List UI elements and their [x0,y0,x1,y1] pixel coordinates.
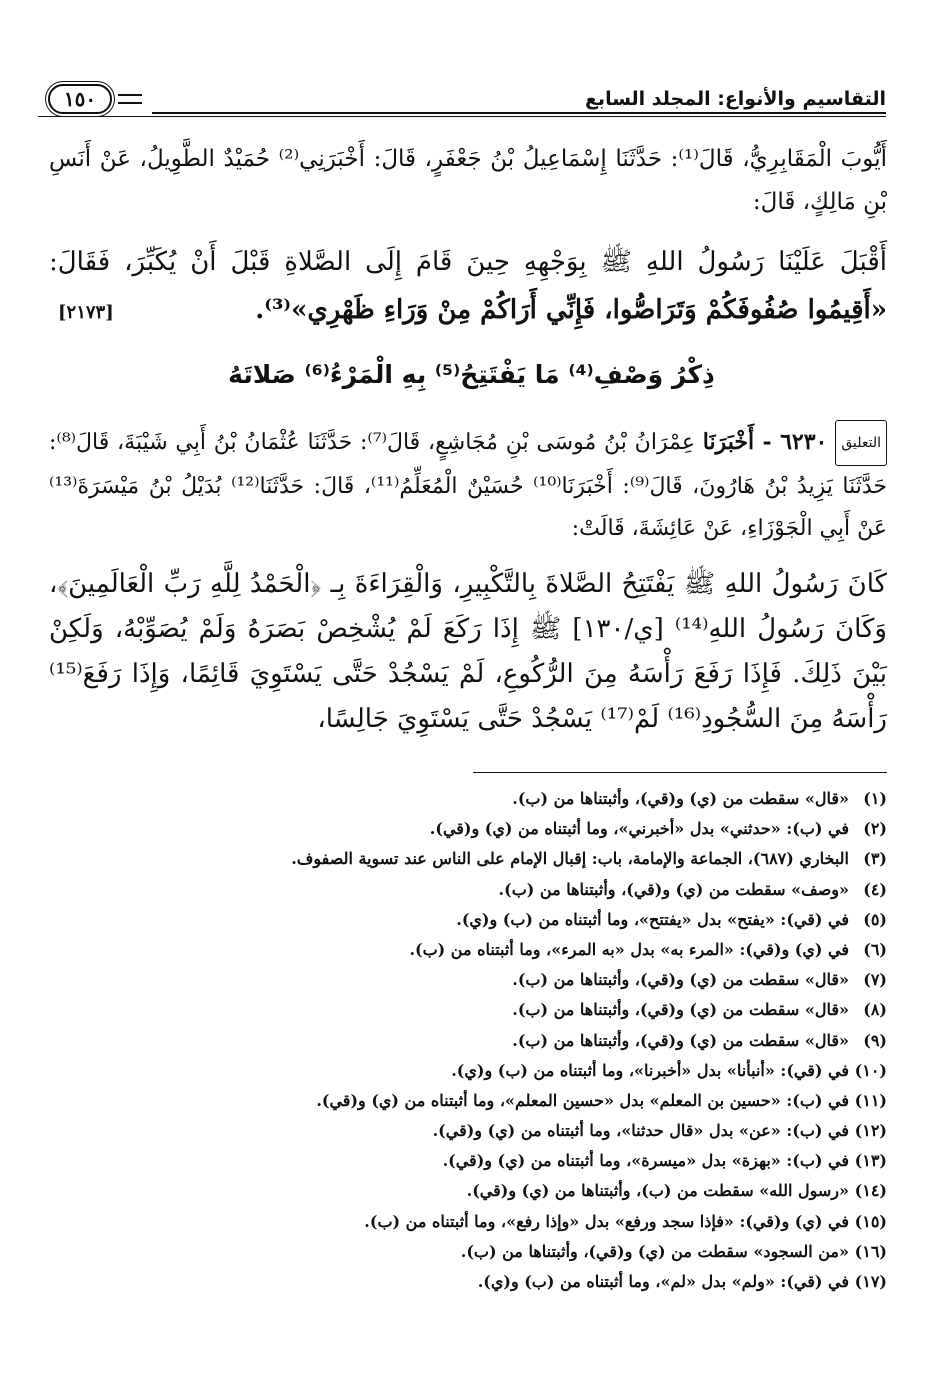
footnote-number: (٢) [863,819,887,839]
running-title: التقاسيم والأنواع: المجلد السابع [584,88,886,110]
page-number-ornament [118,94,142,104]
footnote-text: في (ب): «عن» بدل «قال حدثنا»، وما أثبتناه من (ي) و(قي). [432,1121,849,1141]
footnote [49,995,887,1025]
footnote [49,905,887,935]
footnote [49,1176,887,1206]
footnote [49,1237,887,1267]
footnote-number: (١٧) [854,1272,887,1291]
page-number-box [38,84,152,114]
footnote [49,1207,887,1237]
footnote-number: (٥) [863,909,887,929]
isnad-paragraph-1: أَيُّوبَ الْمَقَابِرِيُّ، قَالَ⁽¹⁾: حَدَّثَنَا إِسْمَاعِيلُ بْنُ جَعْفَرٍ، قَالَ: أَخْبَرَنِي⁽²⁾ حُمَيْدٌ الطَّوِيلُ، عَنْ أَنَسِ بْنِ مَالِكٍ، قَالَ: [49,146,887,215]
footnote-number: (١٦) [854,1241,887,1261]
footnote-text: في (ي) و(قي): «فإذا سجد ورفع» بدل «وإذا رفع»، وما أثبتناه من (ب). [364,1211,849,1231]
hadith-reference-number: [٢١٧٣] [58,302,114,323]
footnote-text: «من السجود» سقطت من (ي) و(قي)، وأثبتناها من (ب). [460,1241,849,1261]
hadith-text-1 [49,238,887,334]
footnote-text: في (ب): «حسين بن المعلم» بدل «حسين المعلم»، وما أثبتناه من (ي) و(قي). [316,1090,849,1110]
footnote-text: في (ي) و(قي): «المرء به» بدل «به المرء»، وما أثبتناه من (ب). [409,939,849,959]
isnad-2-text: عِمْرَانُ بْنُ مُوسَى بْنِ مُجَاشِعٍ، قَالَ⁽⁷⁾: حَدَّثَنَا عُثْمَانُ بْنُ أَبِي شَيْبَةَ، قَالَ⁽⁸⁾: حَدَّثَنَا يَزِيدُ بْنُ هَارُونَ، قَالَ⁽⁹⁾: أَخْبَرَنَا⁽¹⁰⁾ حُسَيْنٌ الْمُعَلِّمُ⁽¹¹⁾، قَالَ: حَدَّثَنَا⁽¹²⁾ بُدَيْلُ بْنُ مَيْسَرَةَ⁽¹³⁾ عَنْ أَبِي الْجَوْزَاءِ، عَنْ عَائِشَةَ، قَالَتْ: [49,430,887,541]
footnote [49,965,887,995]
commentary-badge: التعليق [835,420,887,466]
footnote [49,875,887,905]
footnote-text: «قال» سقطت من (ي) و(قي)، وأثبتناها من (ب). [512,1030,849,1050]
footnote-number: (١٠) [854,1060,887,1080]
footnote-number: (٦) [863,939,887,959]
footnote-number: (٣) [863,849,887,869]
section-heading: ذِكْرُ وَصْفِ⁽⁴⁾ مَا يَفْتَتِحُ⁽⁵⁾ بِهِ الْمَرْءُ⁽⁶⁾ صَلاتَهُ [228,360,715,389]
footnote-number: (١٢) [854,1121,887,1141]
footnote-text: «قال» سقطت من (ي) و(قي)، وأثبتناها من (ب). [512,789,849,808]
footnotes-list [49,784,887,1297]
footnote-text: في (قي): «يفتح» بدل «يفتتح»، وما أثبتناه من (ب) و(ي). [456,909,849,929]
footnote-text: «وصف» سقطت من (ي) و(قي)، وأثبتناها من (ب). [498,879,849,899]
footnote-text: في (قي): «ولم» بدل «لم»، وما أثبتناه من (ب) و(ي). [477,1272,849,1291]
hadith-1-narration: أَقْبَلَ عَلَيْنَا رَسُولُ اللهِ ﷺ بِوَجْهِهِ حِينَ قَامَ إِلَى الصَّلاةِ قَبْلَ أَنْ يُكَبِّرَ، فَقَالَ: [49,247,887,277]
header-rule [38,112,886,117]
page-number: ١٥٠ [48,84,112,114]
footnote-number: (٤) [863,879,887,899]
footnote-separator [473,772,887,773]
hadith-number: ٦٢٣٠ - أَخْبَرَنَا [702,429,828,455]
footnote-text: «رسول الله» سقطت من (ب)، وأثبتناها من (ي) و(قي). [466,1181,849,1201]
footnote [49,935,887,965]
footnote-text: في (ب): «بهزة» بدل «ميسرة»، وما أثبتناه من (ي) و(قي). [442,1151,849,1171]
footnote-number: (٩) [863,1030,887,1050]
footnote-number: (٧) [863,970,887,990]
footnote-number: (١٣) [854,1151,887,1171]
isnad-paragraph-2 [49,420,887,550]
footnote-number: (٨) [863,1000,887,1020]
hadith-1-quote: «أَقِيمُوا صُفُوفَكُمْ وَتَرَاصُّوا، فَإِنِّي أَرَاكُمْ مِنْ وَرَاءِ ظَهْرِي»⁽³⁾. [255,295,887,325]
footnote-number: (١٤) [854,1181,887,1201]
footnote-number: (١) [863,789,887,808]
footnote-text: في (قي): «أنبأنا» بدل «أخبرنا»، وما أثبتناه من (ب) و(ي). [451,1060,849,1080]
footnote [49,1056,887,1086]
footnote [49,1146,887,1176]
footnote-number: (١١) [854,1090,887,1110]
footnote-text: البخاري (٦٨٧)، الجماعة والإمامة، باب: إقبال الإمام على الناس عند تسوية الصفوف. [291,849,849,869]
page-header [38,84,886,124]
footnote [49,1086,887,1116]
footnote-number: (١٥) [854,1211,887,1231]
footnote [49,1267,887,1297]
footnote [49,784,887,814]
footnote [49,1116,887,1146]
footnote-text: «قال» سقطت من (ي) و(قي)، وأثبتناها من (ب). [512,970,849,990]
footnote-text: في (ب): «حدثني» بدل «أخبرني»، وما أثبتناه من (ي) و(قي). [429,819,849,839]
footnote [49,844,887,874]
footnote [49,1026,887,1056]
footnote [49,814,887,844]
footnote-text: «قال» سقطت من (ي) و(قي)، وأثبتناها من (ب). [512,1000,849,1020]
hadith-text-2: كَانَ رَسُولُ اللهِ ﷺ يَفْتَتِحُ الصَّلاةَ بِالتَّكْبِيرِ، وَالْقِرَاءَةَ بِـ ﴿الْحَمْدُ لِلَّهِ رَبِّ الْعَالَمِينَ﴾، وَكَانَ رَسُولُ اللهِ⁽¹⁴⁾ [ي/١٣٠] ﷺ إِذَا رَكَعَ لَمْ يُشْخِصْ بَصَرَهُ وَلَمْ يُصَوِّبْهُ، وَلَكِنْ بَيْنَ ذَلِكَ. فَإِذَا رَفَعَ رَأْسَهُ مِنَ الرُّكُوعِ، لَمْ يَسْجُدْ حَتَّى يَسْتَوِيَ قَائِمًا، وَإِذَا رَفَعَ⁽¹⁵⁾ رَأْسَهُ مِنَ السُّجُودِ⁽¹⁶⁾ لَمْ⁽¹⁷⁾ يَسْجُدْ حَتَّى يَسْتَوِيَ جَالِسًا، [49,569,887,734]
